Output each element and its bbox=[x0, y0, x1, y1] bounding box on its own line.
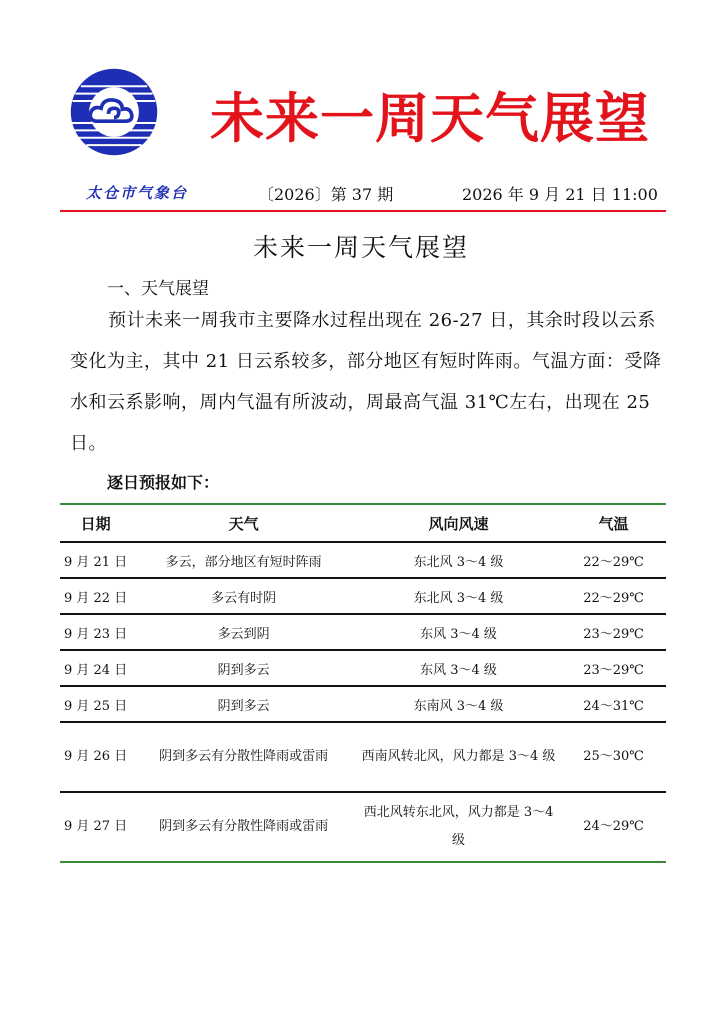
cell-temp: 22～29℃ bbox=[561, 542, 666, 578]
cell-wind: 东风 3～4 级 bbox=[356, 650, 561, 686]
cell-date: 9 月 27 日 bbox=[60, 792, 131, 862]
outlook-paragraph: 预计未来一周我市主要降水过程出现在 26-27 日，其余时段以云系变化为主，其中 21 日云系较多，部分地区有短时阵雨。气温方面：受降水和云系影响，周内气温有所波动，周最高气温 31℃左右，出现在 25 日。 bbox=[70, 310, 662, 454]
cell-weather: 多云有时阴 bbox=[131, 578, 356, 614]
section-heading: 一、天气展望 bbox=[107, 279, 209, 299]
issue-number: 〔2026〕第 37 期 bbox=[258, 185, 394, 204]
cell-wind: 西南风转北风，风力都是 3～4 级 bbox=[356, 722, 561, 792]
table-row bbox=[60, 792, 666, 862]
cell-wind: 东风 3～4 级 bbox=[356, 614, 561, 650]
table-row bbox=[60, 686, 666, 722]
table-row bbox=[60, 614, 666, 650]
cell-temp: 24～31℃ bbox=[561, 686, 666, 722]
daily-forecast-heading: 逐日预报如下： bbox=[107, 473, 220, 492]
cell-weather: 阴到多云有分散性降雨或雷雨 bbox=[131, 792, 356, 862]
header-divider bbox=[60, 210, 666, 212]
issue-datetime: 2026 年 9 月 21 日 11:00 bbox=[462, 185, 658, 204]
cell-date: 9 月 26 日 bbox=[60, 722, 131, 792]
table-row bbox=[60, 650, 666, 686]
cell-wind: 西北风转东北风，风力都是 3～4 级 bbox=[356, 792, 561, 862]
cell-wind: 东南风 3～4 级 bbox=[356, 686, 561, 722]
masthead-title: 未来一周天气展望 bbox=[210, 87, 650, 150]
cell-temp: 24～29℃ bbox=[561, 792, 666, 862]
header-date: 日期 bbox=[60, 504, 131, 542]
cell-temp: 25～30℃ bbox=[561, 722, 666, 792]
cell-date: 9 月 21 日 bbox=[60, 542, 131, 578]
table-row bbox=[60, 722, 666, 792]
cell-date: 9 月 24 日 bbox=[60, 650, 131, 686]
cell-weather: 阴到多云 bbox=[131, 686, 356, 722]
cell-wind: 东北风 3～4 级 bbox=[356, 578, 561, 614]
table-header-row bbox=[60, 504, 666, 542]
table-row bbox=[60, 578, 666, 614]
organization-name: 太仓市气象台 bbox=[86, 184, 189, 202]
cell-date: 9 月 22 日 bbox=[60, 578, 131, 614]
cell-weather: 多云到阴 bbox=[131, 614, 356, 650]
forecast-table bbox=[60, 503, 666, 863]
cell-temp: 23～29℃ bbox=[561, 614, 666, 650]
cell-date: 9 月 23 日 bbox=[60, 614, 131, 650]
cell-weather: 阴到多云有分散性降雨或雷雨 bbox=[131, 722, 356, 792]
meteorological-logo-icon bbox=[68, 66, 160, 158]
document-title: 未来一周天气展望 bbox=[252, 233, 469, 262]
cell-temp: 22～29℃ bbox=[561, 578, 666, 614]
table-row bbox=[60, 542, 666, 578]
cell-wind: 东北风 3～4 级 bbox=[356, 542, 561, 578]
header-temperature: 气温 bbox=[561, 504, 666, 542]
header-wind: 风向风速 bbox=[356, 504, 561, 542]
cell-temp: 23～29℃ bbox=[561, 650, 666, 686]
cell-weather: 多云，部分地区有短时阵雨 bbox=[131, 542, 356, 578]
cell-date: 9 月 25 日 bbox=[60, 686, 131, 722]
cell-weather: 阴到多云 bbox=[131, 650, 356, 686]
header-weather: 天气 bbox=[131, 504, 356, 542]
